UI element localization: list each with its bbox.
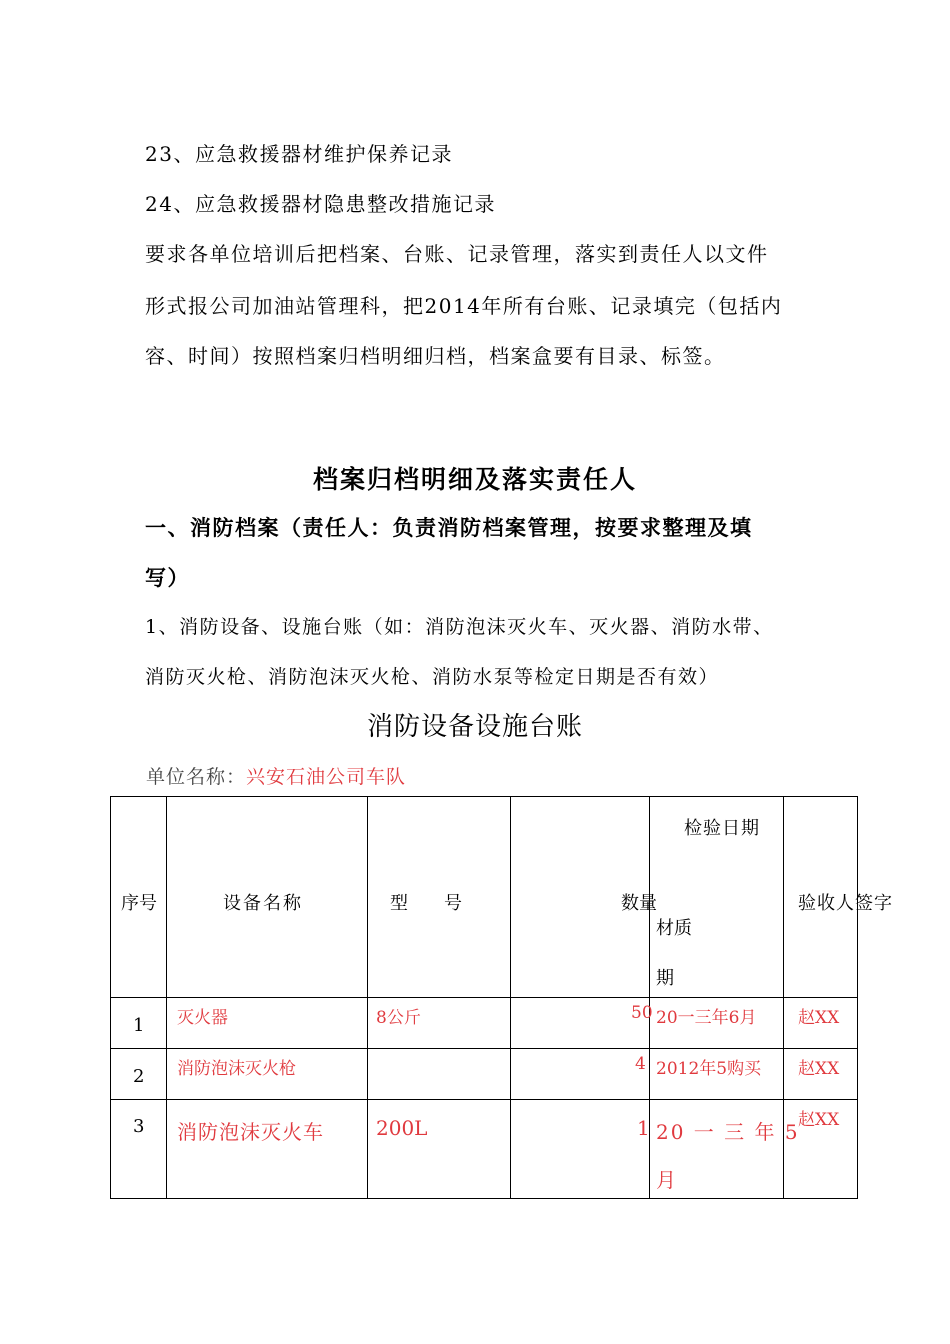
- header-model-cell: [368, 797, 511, 998]
- unit-name-label: 单位名称：: [146, 766, 247, 788]
- row-2-date-cell: [650, 1049, 784, 1100]
- row-1-model: 8公斤: [376, 1008, 421, 1028]
- row-1-seq: 1: [133, 1015, 145, 1036]
- table-row: [111, 1049, 858, 1100]
- table-header-row: [111, 797, 858, 998]
- row-1-name-cell: [167, 998, 368, 1049]
- row-2-model-cell: [368, 1049, 511, 1100]
- fire-item-1-line-1: 1、消防设备、设施台账（如：消防泡沫灭火车、灭火器、消防水带、: [145, 616, 774, 638]
- header-inspect-period: 期: [656, 968, 674, 989]
- row-1-model-cell: [368, 998, 511, 1049]
- fire-section-heading-line-2: 写）: [145, 565, 190, 590]
- row-3-signer: 赵XX: [798, 1110, 840, 1130]
- row-3-qty-cell: [511, 1100, 650, 1199]
- row-1-name: 灭火器: [177, 1008, 228, 1028]
- header-inspect-date: 检验日期: [684, 818, 760, 839]
- ledger-title: 消防设备设施台账: [366, 712, 583, 742]
- row-1-signer-cell: [784, 998, 858, 1049]
- row-1-signer: 赵XX: [798, 1008, 840, 1028]
- row-3-date-line-1: 20 一 三 年 5: [656, 1120, 800, 1144]
- row-3-qty: 1: [637, 1116, 650, 1140]
- list-item-23: 23、应急救援器材维护保养记录: [145, 142, 453, 166]
- requirement-line-1: 要求各单位培训后把档案、台账、记录管理，落实到责任人以文件: [145, 242, 769, 266]
- header-seq: 序号: [121, 893, 157, 914]
- header-model: 型 号: [390, 893, 462, 914]
- header-seq-cell: [111, 797, 167, 998]
- ledger-table: [110, 796, 893, 1199]
- row-3-date-line-2: 月: [656, 1168, 676, 1192]
- unit-name-row: [146, 762, 406, 789]
- list-item-24: 24、应急救援器材隐患整改措施记录: [145, 192, 496, 216]
- section-title: 档案归档明细及落实责任人: [312, 465, 637, 494]
- row-3-name-cell: [167, 1100, 368, 1199]
- row-2-signer: 赵XX: [798, 1059, 840, 1079]
- requirement-line-3: 容、时间）按照档案归档明细归档，档案盒要有目录、标签。: [145, 344, 726, 368]
- row-3-model: 200L: [376, 1116, 428, 1140]
- fire-section-heading-line-1: 一、消防档案（责任人：负责消防档案管理，按要求整理及填: [145, 515, 753, 540]
- row-2-name: 消防泡沫灭火枪: [177, 1059, 296, 1079]
- row-3-model-cell: [368, 1100, 511, 1199]
- row-2-qty: 4: [635, 1054, 646, 1074]
- row-1-qty: 50: [631, 1003, 653, 1023]
- table-row: [111, 1100, 858, 1199]
- unit-name-value: 兴安石油公司车队: [246, 766, 407, 788]
- fire-item-1-line-2: 消防灭火枪、消防泡沫灭火枪、消防水泵等检定日期是否有效）: [145, 666, 720, 688]
- requirement-line-2: 形式报公司加油站管理科，把2014年所有台账、记录填完（包括内: [145, 294, 783, 318]
- header-name: 设备名称: [223, 893, 303, 914]
- header-name-cell: [167, 797, 368, 998]
- table-row: [111, 998, 858, 1049]
- header-inspect-cell: [650, 797, 784, 998]
- row-1-qty-cell: [511, 998, 653, 1049]
- row-2-date: 2012年5购买: [656, 1059, 762, 1079]
- row-2-name-cell: [167, 1049, 368, 1100]
- row-3-name: 消防泡沫灭火车: [177, 1120, 324, 1144]
- row-1-date-cell: [650, 998, 784, 1049]
- header-qty-cell: [511, 797, 657, 998]
- row-3-seq-cell: [111, 1100, 167, 1199]
- header-signer: 验收人签字: [798, 893, 893, 914]
- header-inspect-material: 材质: [656, 918, 692, 939]
- row-2-seq: 2: [133, 1066, 145, 1087]
- row-3-seq: 3: [133, 1116, 145, 1137]
- header-qty: 数量: [621, 893, 657, 914]
- row-2-signer-cell: [784, 1049, 858, 1100]
- row-3-signer-cell: [784, 1100, 858, 1199]
- row-2-seq-cell: [111, 1049, 167, 1100]
- row-1-date: 20一三年6月: [656, 1008, 757, 1028]
- row-1-seq-cell: [111, 998, 167, 1049]
- header-signer-cell: [784, 797, 893, 998]
- row-2-qty-cell: [511, 1049, 650, 1100]
- row-3-date-cell: [650, 1100, 800, 1199]
